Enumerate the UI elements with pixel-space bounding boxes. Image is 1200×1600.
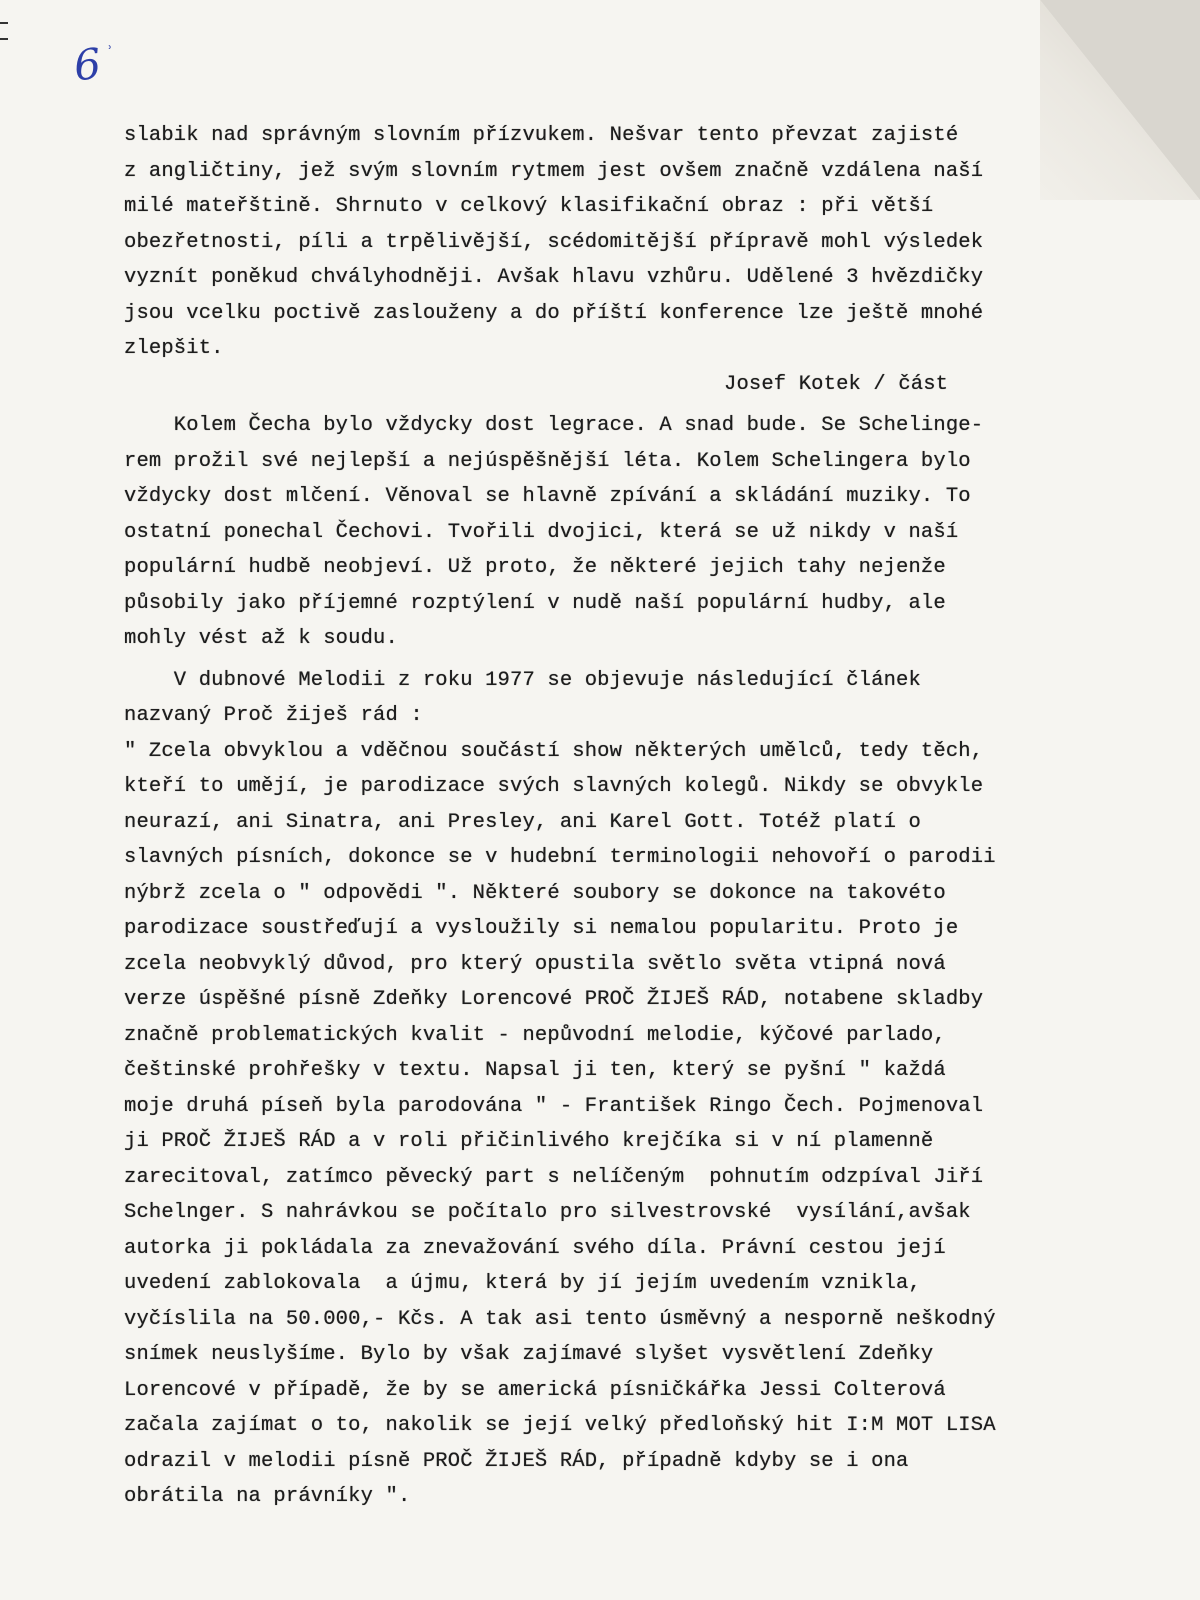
text-line: slabik nad správným slovním přízvukem. Nešvar tento převzat zajisté [124, 124, 959, 147]
text-line: Lorencové v případě, že by se americká písničkářka Jessi Colterová [124, 1378, 946, 1402]
text-line: " Zcela obvyklou a vděčnou součástí show některých umělců, tedy těch, [124, 739, 984, 763]
page-number: 6 [71, 38, 104, 91]
page-number-mark: ʾ [108, 44, 113, 60]
text-line: neurazí, ani Sinatra, ani Presley, ani Karel Gott. Totéž platí o [124, 810, 921, 834]
text-line: z angličtiny, jež svým slovním rytmem jest ovšem značně vzdálena naší [124, 159, 984, 183]
text-line: odrazil v melodii písně PROČ ŽIJEŠ RÁD, případně kdyby se i ona [124, 1449, 909, 1473]
text-line: slavných písních, dokonce se v hudební terminologii nehovoří o parodii [124, 846, 996, 869]
text-line: parodizace soustřeďují a vysloužily si nemalou popularitu. Proto je [124, 917, 959, 940]
text-line: začala zajímat o to, nakolik se její velký předloňský hit I:M MOT LISA [124, 1414, 996, 1437]
text-line: obrátila na právníky ". [124, 1485, 411, 1508]
text-line: češtinské prohřešky v textu. Napsal ji ten, který se pyšní " každá [124, 1059, 946, 1082]
text-line: rem prožil své nejlepší a nejúspěšnější léta. Kolem Schelingera bylo [124, 449, 971, 473]
text-line: ji PROČ ŽIJEŠ RÁD a v roli přičinlivého krejčíka si v ní plamenně [124, 1130, 934, 1153]
text-line: moje druhá píseň byla parodována " - František Ringo Čech. Pojmenoval [124, 1094, 984, 1118]
text-line: ostatní ponechal Čechovi. Tvořili dvojici, která se už nikdy v naší [124, 520, 959, 544]
text-line: V dubnové Melodii z roku 1977 se objevuje následující článek [124, 668, 921, 692]
text-line: uvedení zablokovala a újmu, která by jí jejím uvedením vznikla, [124, 1272, 921, 1295]
text-line: vždycky dost mlčení. Věnoval se hlavně zpívání a skládání muziky. To [124, 485, 971, 508]
text-line: zlepšit. [124, 337, 224, 360]
paragraph-1 [124, 118, 1144, 367]
text-line: autorka ji pokládala za znevažování svého díla. Právní cestou její [124, 1236, 946, 1260]
text-line: působily jako příjemné rozptýlení v nudě naší populární hudby, ale [124, 591, 946, 615]
text-line: Schelnger. S nahrávkou se počítalo pro silvestrovské vysílání,avšak [124, 1201, 971, 1224]
text-line: zcela neobvyklý důvod, pro který opustila světlo světa vtipná nová [124, 952, 946, 976]
author-line: Josef Kotek / část [724, 372, 949, 396]
text-line: populární hudbě neobjeví. Už proto, že některé jejich tahy nejenže [124, 556, 946, 579]
typewritten-text [124, 118, 1144, 1515]
text-line: jsou vcelku poctivě zaslouženy a do příští konference lze ještě mnohé [124, 301, 984, 325]
text-line: zarecitoval, zatímco pěvecký part s nelíčeným pohnutím odzpíval Jiří [124, 1165, 984, 1189]
text-line: kteří to umějí, je parodizace svých slavných kolegů. Nikdy se obvykle [124, 775, 984, 798]
paragraph-2 [124, 408, 1144, 657]
paragraph-3 [124, 663, 1144, 1515]
text-line: Kolem Čecha bylo vždycky dost legrace. A snad bude. Se Schelinge- [124, 414, 984, 437]
edge-mark [0, 22, 8, 40]
text-line: vyčíslila na 50.000,- Kčs. A tak asi tento úsměvný a nesporně neškodný [124, 1307, 996, 1331]
text-line: snímek neuslyšíme. Bylo by však zajímavé slyšet vysvětlení Zdeňky [124, 1343, 934, 1366]
text-line: vyznít poněkud chvályhodněji. Avšak hlavu vzhůru. Udělené 3 hvězdičky [124, 266, 984, 289]
text-line: obezřetnosti, píli a trpělivější, scédomitější přípravě mohl výsledek [124, 230, 984, 254]
text-line: nýbrž zcela o " odpovědi ". Některé soubory se dokonce na takovéto [124, 881, 946, 905]
text-line: milé mateřštině. Shrnuto v celkový klasifikační obraz : při větší [124, 195, 934, 218]
text-line: verze úspěšné písně Zdeňky Lorencové PROČ ŽIJEŠ RÁD, notabene skladby [124, 988, 984, 1011]
text-line: značně problematických kvalit - nepůvodní melodie, kýčové parlado, [124, 1023, 946, 1047]
text-line: nazvaný Proč žiješ rád : [124, 704, 423, 727]
text-line: mohly vést až k soudu. [124, 627, 398, 650]
